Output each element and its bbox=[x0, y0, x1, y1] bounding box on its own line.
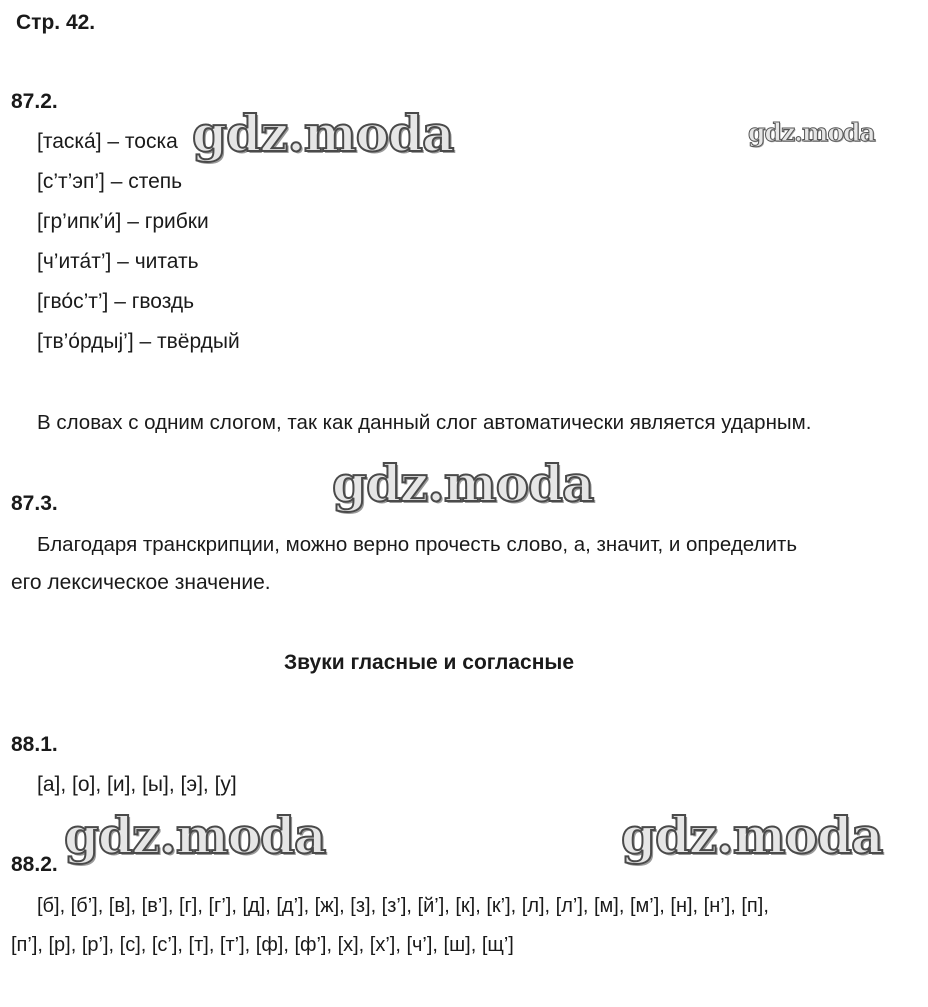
watermark-logo: gdz.moda bbox=[621, 806, 883, 865]
exercise-87-2-note: В словах с одним слогом, так как данный слог автоматически является ударным. bbox=[37, 411, 812, 434]
section-title: Звуки гласные и согласные bbox=[284, 651, 575, 674]
consonant-list-line1: [б], [б’], [в], [в’], [г], [г’], [д], [д’], [ж], [з], [з’], [й’], [к], [к’], [л], [л’], [м], [м’], [н], [н’], [п], bbox=[37, 895, 769, 917]
watermark-logo: gdz.moda bbox=[748, 118, 875, 147]
exercise-87-2-number: 87.2. bbox=[11, 90, 58, 113]
watermark-logo: gdz.moda bbox=[332, 454, 594, 513]
watermark-logo: gdz.moda bbox=[192, 104, 454, 163]
consonant-list-line2: [п’], [р], [р’], [с], [с’], [т], [т’], [ф], [ф’], [х], [х’], [ч’], [ш], [щ’] bbox=[11, 934, 514, 956]
transcription-line: [тв’о́рдыј’] – твёрдый bbox=[37, 330, 240, 353]
exercise-87-3-text-line2: его лексическое значение. bbox=[11, 571, 271, 594]
exercise-87-3-text-line1: Благодаря транскрипции, можно верно прочесть слово, а, значит, и определить bbox=[37, 533, 798, 556]
vowel-list: [а], [о], [и], [ы], [э], [у] bbox=[37, 773, 237, 796]
page-label: Стр. 42. bbox=[16, 11, 96, 34]
exercise-87-3-number: 87.3. bbox=[11, 492, 58, 515]
watermark-logo: gdz.moda bbox=[64, 806, 326, 865]
exercise-88-2-number: 88.2. bbox=[11, 853, 58, 876]
transcription-line: [ч’ита́т’] – читать bbox=[37, 250, 199, 273]
transcription-line: [с’т’эп’] – степь bbox=[37, 170, 183, 193]
transcription-line: [гр’ипк’и́] – грибки bbox=[37, 210, 209, 233]
exercise-88-1-number: 88.1. bbox=[11, 733, 58, 756]
transcription-line: [таска́] – тоска bbox=[37, 130, 178, 153]
transcription-line: [гво́с’т’] – гвоздь bbox=[37, 290, 195, 313]
